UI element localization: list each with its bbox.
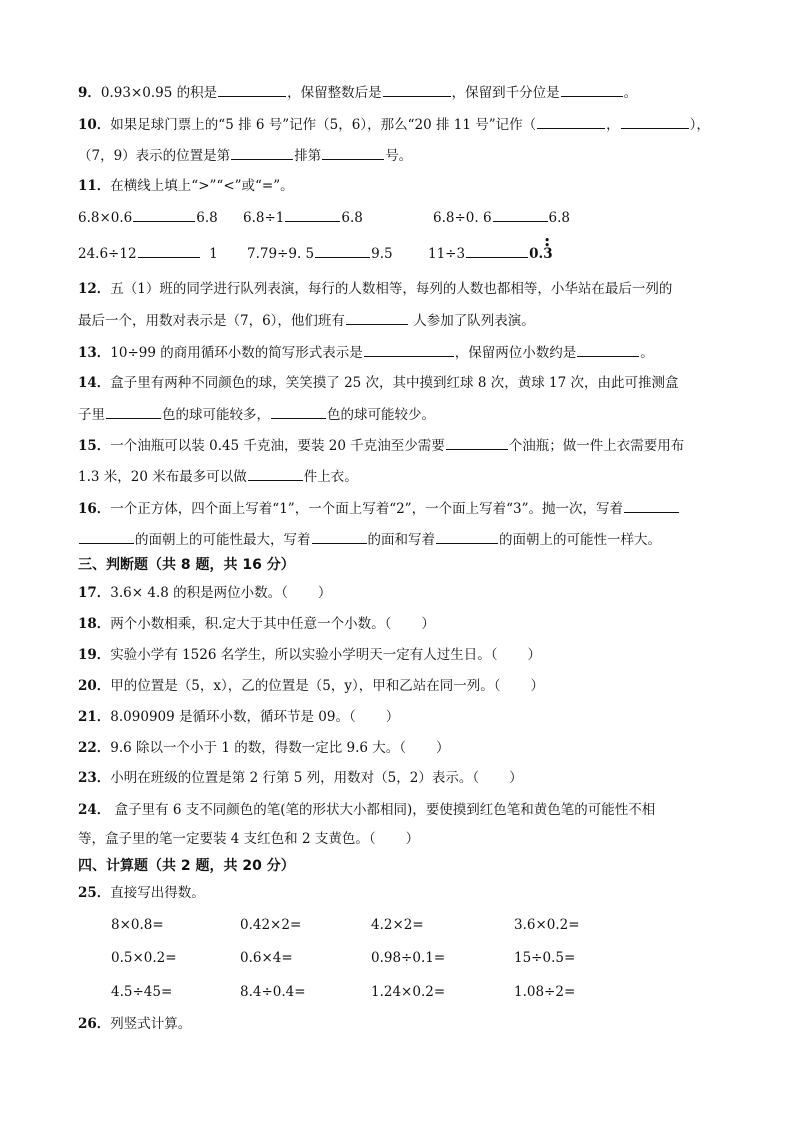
question-10-line-2: （7，9）表示的位置是第 排第 号。 [78, 145, 716, 166]
judge-question: 23．小明在班级的位置是第 2 行第 5 列，用数对（5，2）表示。（ ） [78, 770, 523, 786]
calc-item: 8.4÷0.4= [240, 984, 306, 1000]
judge-question: 21．8.090909 是循环小数，循环节是 09。（ ） [78, 709, 400, 725]
repeating-decimal-digit: • 3 • [543, 244, 552, 264]
calc-item: 8×0.8= [111, 917, 164, 933]
answer-blank[interactable] [493, 207, 548, 222]
answer-blank[interactable] [106, 404, 161, 419]
answer-blank[interactable] [383, 82, 451, 97]
answer-blank[interactable] [537, 114, 605, 129]
question-14-line-1: 14．盒子里有两种不同颜色的球，笑笑摸了 25 次，其中摸到红球 8 次，黄球 17 次，由此可推测盒 [78, 375, 679, 391]
compare-item: 7.79÷9. 5 9.5 [247, 243, 393, 264]
answer-blank[interactable] [466, 243, 528, 258]
question-14-line-2: 子里 色的球可能较多， 色的球可能较少。 [78, 404, 716, 425]
question-12-line-1: 12．五（1）班的同学进行队列表演，每行的人数相等，每列的人数也都相等，小华站在最后一列的 [78, 281, 673, 297]
judge-question: 22．9.6 除以一个小于 1 的数，得数一定比 9.6 大。（ ） [78, 740, 450, 756]
question-26: 26．列竖式计算。 [78, 1016, 192, 1032]
answer-blank[interactable] [577, 342, 639, 357]
section-heading-judgment: 三、判断题（共 8 题，共 16 分） [78, 557, 295, 573]
judge-question: 18．两个小数相乘，积.定大于其中任意一个小数。（ ） [78, 616, 435, 632]
question-12-line-2: 最后一个，用数对表示是（7，6），他们班有 人参加了队列表演。 [78, 310, 716, 331]
answer-blank[interactable] [446, 435, 508, 450]
question-13: 13．10÷99 的商用循环小数的简写形式表示是 ，保留两位小数约是 。 [78, 342, 716, 363]
answer-blank[interactable] [561, 82, 623, 97]
compare-item: 6.8÷0. 6 6.8 [433, 207, 570, 228]
calc-item: 0.98÷0.1= [371, 950, 446, 966]
question-11: 11．在横线上填上“>”“<”或“=”。 [78, 178, 294, 194]
answer-blank[interactable] [322, 145, 384, 160]
question-number: 9． [78, 85, 101, 101]
answer-blank[interactable] [248, 466, 303, 481]
calc-item: 0.42×2= [240, 917, 302, 933]
question-24-line-1: 24． 盒子里有 6 支不同颜色的笔(笔的形状大小都相同)，要使摸到红色笔和黄色笔的可能性不相 [78, 802, 656, 818]
question-16-line-1: 16．一个正方体，四个面上写着“1”，一个面上写着“2”，一个面上写着“3”。抛一次，写着 [78, 498, 716, 519]
answer-blank[interactable] [133, 207, 195, 222]
judge-question: 20．甲的位置是（5，x），乙的位置是（5，y），甲和乙站在同一列。（ ） [78, 678, 544, 694]
question-number: 15． [78, 438, 111, 454]
question-25: 25．直接写出得数。 [78, 885, 205, 901]
calc-item: 1.24×0.2= [371, 984, 446, 1000]
question-9: 9．0.93×0.95 的积是 ，保留整数后是 ，保留到千分位是 。 [78, 82, 716, 103]
answer-blank[interactable] [315, 243, 370, 258]
calc-item: 4.2×2= [371, 917, 424, 933]
question-number: 24． [78, 802, 111, 818]
question-15-line-2: 1.3 米，20 米布最多可以做 件上衣。 [78, 466, 716, 487]
calc-item: 0.6×4= [240, 950, 293, 966]
answer-blank[interactable] [364, 342, 454, 357]
question-number: 16． [78, 501, 111, 517]
judge-question: 19．实验小学有 1526 名学生，所以实验小学明天一定有人过生日。（ ） [78, 647, 541, 663]
answer-blank[interactable] [138, 243, 200, 258]
question-number: 25． [78, 885, 111, 901]
answer-blank[interactable] [436, 529, 498, 544]
question-number: 26． [78, 1016, 111, 1032]
answer-blank[interactable] [346, 310, 408, 325]
judge-question: 17．3.6× 4.8 的积是两位小数。（ ） [78, 585, 332, 601]
calc-item: 0.5×0.2= [111, 950, 177, 966]
answer-blank[interactable] [231, 145, 293, 160]
compare-item: 11÷3 0.• 3 • [428, 243, 553, 264]
answer-blank[interactable] [285, 207, 340, 222]
question-number: 14． [78, 375, 111, 391]
question-15-line-1: 15．一个油瓶可以装 0.45 千克油，要装 20 千克油至少需要 个油瓶；做一件上衣需要用布 [78, 435, 716, 456]
calc-item: 3.6×0.2= [514, 917, 580, 933]
compare-item: 6.8÷1 6.8 [243, 207, 363, 228]
compare-item: 24.6÷12 1 [78, 243, 218, 264]
answer-blank[interactable] [624, 498, 679, 513]
question-24-line-2: 等，盒子里的笔一定要装 4 支红色和 2 支黄色。（ ） [78, 831, 420, 847]
calc-item: 1.08÷2= [514, 984, 576, 1000]
answer-blank[interactable] [312, 529, 367, 544]
question-10-line-1: 10．如果足球门票上的“5 排 6 号”记作（5，6），那么“20 排 11 号”记作（ ， ）， [78, 114, 716, 135]
compare-item: 6.8×0.6 6.8 [78, 207, 218, 228]
answer-blank[interactable] [218, 82, 286, 97]
question-number: 12． [78, 281, 111, 297]
question-number: 10． [78, 117, 111, 133]
answer-blank[interactable] [621, 114, 689, 129]
answer-blank[interactable] [271, 404, 326, 419]
calc-item: 4.5÷45= [111, 984, 173, 1000]
answer-blank[interactable] [79, 529, 134, 544]
question-number: 11． [78, 178, 111, 194]
question-16-line-2: 的面朝上的可能性最大，写着 的面和写着 的面朝上的可能性一样大。 [78, 529, 716, 550]
question-number: 13． [78, 345, 111, 361]
calc-item: 15÷0.5= [514, 950, 576, 966]
section-heading-calculation: 四、计算题（共 2 题，共 20 分） [78, 858, 295, 874]
